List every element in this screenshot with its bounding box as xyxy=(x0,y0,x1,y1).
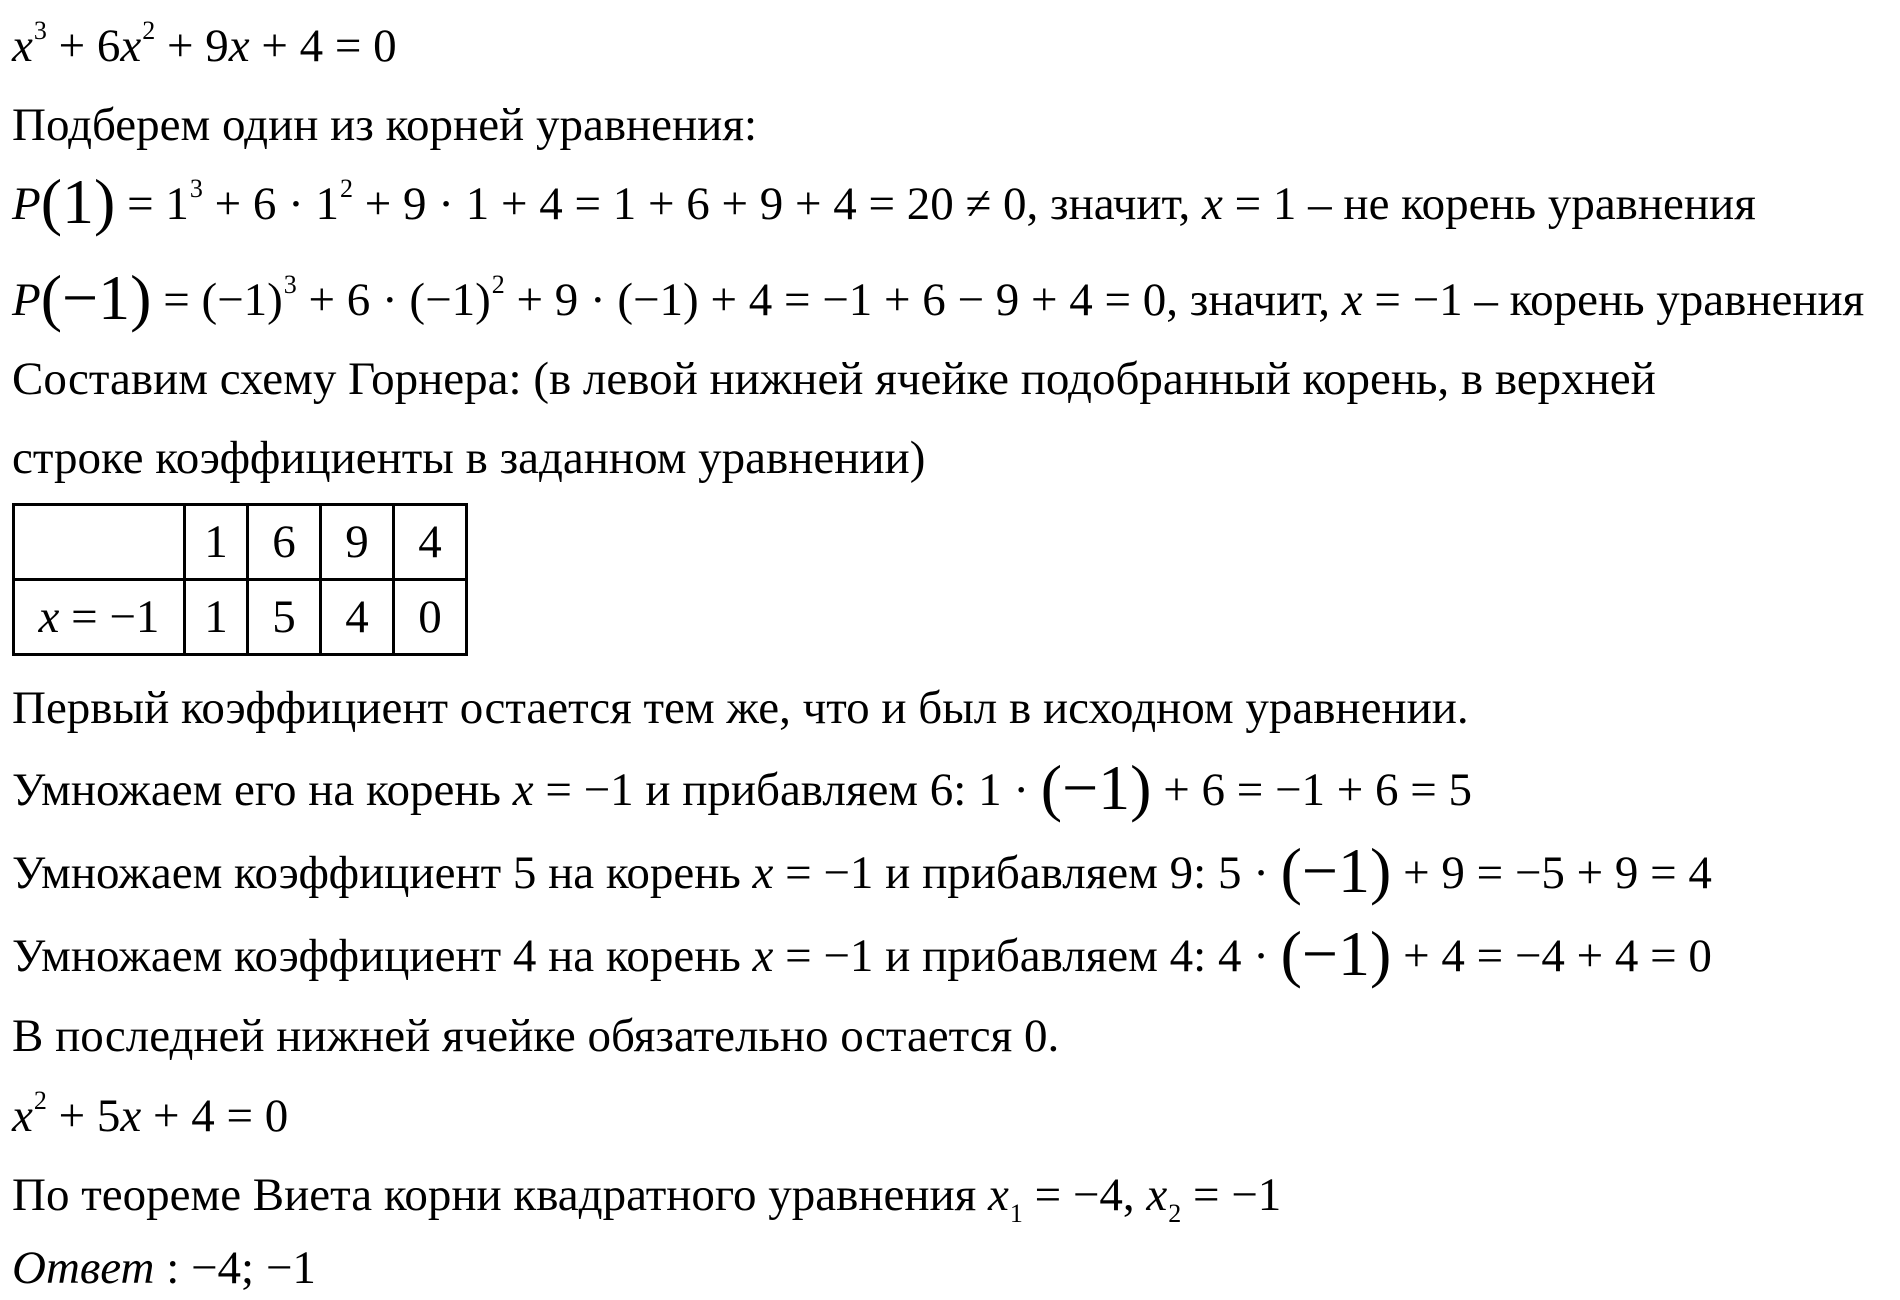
table-cell: 4 xyxy=(321,580,394,655)
paren-expr: (−1) xyxy=(1040,752,1152,823)
poly-name: P xyxy=(12,274,41,326)
conclusion: = −1 – корень уравнения xyxy=(1362,274,1865,326)
term: значит, xyxy=(1178,274,1342,326)
term: = 1 xyxy=(115,178,189,230)
var-x: x xyxy=(1341,274,1363,326)
cubic-equation xyxy=(12,18,397,81)
argument: (−1) xyxy=(40,262,152,333)
text: = −1 и прибавляем 6: 1 · xyxy=(533,764,1041,816)
var-x: x xyxy=(120,20,142,72)
table-cell: 9 xyxy=(321,505,394,580)
answer-label: Ответ xyxy=(12,1242,155,1294)
term: + 6 xyxy=(46,20,121,72)
p-of-1-line xyxy=(12,166,1756,239)
text: + 9 = −5 + 9 = 4 xyxy=(1391,847,1712,899)
var-x: x xyxy=(12,20,33,72)
term: + 6 · (−1) xyxy=(296,274,491,326)
var-x: x xyxy=(120,1090,142,1142)
text: Умножаем его на корень xyxy=(12,764,513,816)
term: + 9 xyxy=(155,20,229,72)
poly-name: P xyxy=(12,178,41,230)
table-row xyxy=(14,505,467,580)
quadratic-equation xyxy=(12,1088,288,1151)
intro-text: Подберем один из корней уравнения: xyxy=(12,99,758,151)
var-x: x xyxy=(228,20,250,72)
text: По теореме Виета корни квадратного уравнения xyxy=(12,1169,989,1221)
var-x: x xyxy=(1146,1169,1168,1221)
table-cell xyxy=(14,505,185,580)
step-0: Первый коэффициент остается тем же, что и был в исходном уравнении. xyxy=(12,682,1469,734)
argument: (1) xyxy=(40,166,116,237)
text: Умножаем коэффициент 4 на корень xyxy=(12,930,753,982)
term: = (−1) xyxy=(151,274,283,326)
table-cell: 1 xyxy=(185,505,248,580)
table-cell: 1 xyxy=(185,580,248,655)
subscript: 1 xyxy=(1009,1199,1023,1228)
text: + 6 = −1 + 6 = 5 xyxy=(1151,764,1473,816)
text: = −1 xyxy=(1181,1169,1282,1221)
table-cell: 0 xyxy=(394,580,467,655)
term: + 5 xyxy=(46,1090,121,1142)
horner-intro-line-2: строке коэффициенты в заданном уравнении) xyxy=(12,432,926,484)
step-2 xyxy=(12,835,1712,906)
exponent: 2 xyxy=(340,174,354,203)
paren-expr: (−1) xyxy=(1280,918,1392,989)
var-x: x xyxy=(752,847,774,899)
text: Умножаем коэффициент 5 на корень xyxy=(12,847,753,899)
term: + 4 = 0 xyxy=(249,20,397,72)
text: = −1 и прибавляем 4: 4 · xyxy=(773,930,1281,982)
subscript: 2 xyxy=(1168,1199,1182,1228)
paren-expr: (−1) xyxy=(1280,835,1392,906)
var-x: x xyxy=(512,764,534,816)
step-1 xyxy=(12,752,1473,823)
table-cell: 4 xyxy=(394,505,467,580)
text: = −4, xyxy=(1022,1169,1147,1221)
exponent: 2 xyxy=(142,16,156,45)
term: + 9 · (−1) + 4 = −1 + 6 − 9 + 4 = 0, xyxy=(504,274,1178,326)
answer-value: : −4; −1 xyxy=(154,1242,316,1294)
text: + 4 = −4 + 4 = 0 xyxy=(1391,930,1712,982)
term: + 6 · 1 xyxy=(202,178,340,230)
step-3 xyxy=(12,918,1712,989)
exponent: 3 xyxy=(189,174,203,203)
var-x: x xyxy=(1202,178,1223,230)
horner-table xyxy=(12,503,468,656)
var-x: x xyxy=(752,930,774,982)
answer-line xyxy=(12,1240,316,1296)
exponent: 3 xyxy=(283,270,297,299)
var-x: x xyxy=(38,591,60,643)
exponent: 2 xyxy=(491,270,505,299)
term: значит, xyxy=(1038,178,1203,230)
root-cell xyxy=(14,580,185,655)
vieta-line xyxy=(12,1167,1281,1230)
var-x: x xyxy=(12,1090,33,1142)
term: + 4 = 0 xyxy=(141,1090,289,1142)
table-row xyxy=(14,580,467,655)
var-x: x xyxy=(988,1169,1009,1221)
table-cell: 5 xyxy=(248,580,321,655)
last-cell-note: В последней нижней ячейке обязательно остается 0. xyxy=(12,1010,1060,1062)
text: = −1 и прибавляем 9: 5 · xyxy=(773,847,1281,899)
horner-intro-line-1: Составим схему Горнера: (в левой нижней ячейке подобранный корень, в верхней xyxy=(12,353,1656,405)
table-cell: 6 xyxy=(248,505,321,580)
conclusion: = 1 – не корень уравнения xyxy=(1222,178,1756,230)
exponent: 3 xyxy=(33,16,47,45)
p-of-minus-1-line xyxy=(12,262,1865,335)
exponent: 2 xyxy=(33,1086,47,1115)
root-value: = −1 xyxy=(59,591,160,643)
term: + 9 · 1 + 4 = 1 + 6 + 9 + 4 = 20 ≠ 0, xyxy=(353,178,1039,230)
